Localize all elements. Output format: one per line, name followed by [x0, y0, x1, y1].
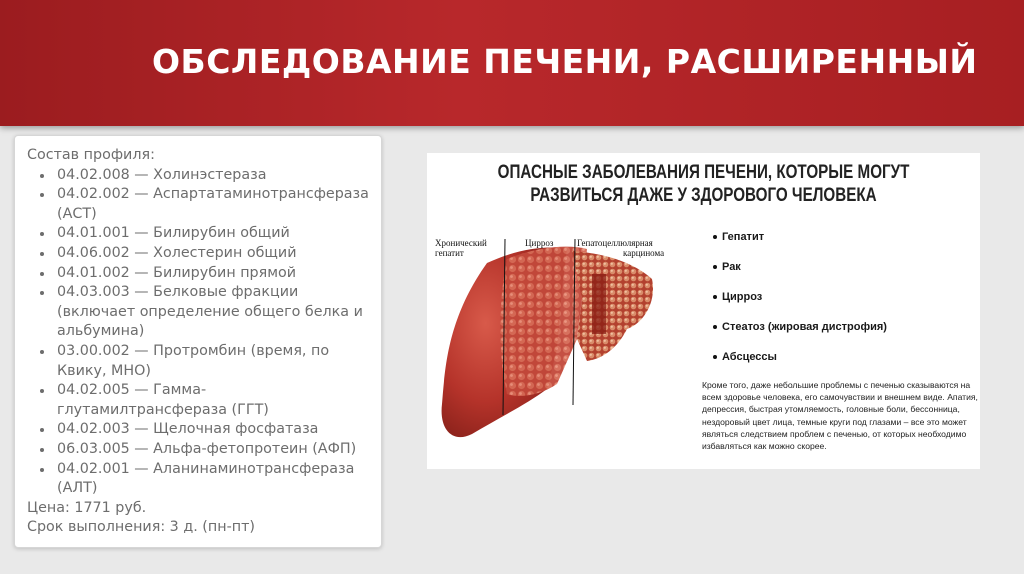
profile-item: 04.01.002 — Билирубин прямой: [57, 264, 373, 284]
disease-item: Рак: [713, 261, 741, 273]
title-banner: [0, 0, 1024, 126]
profile-item: 04.02.001 — Аланинаминотрансфераза (АЛТ): [57, 460, 373, 499]
profile-item: 04.01.001 — Билирубин общий: [57, 224, 373, 244]
bullet-icon: [713, 295, 717, 299]
liver-carcinoma-section: [572, 251, 653, 361]
profile-item: 04.02.003 — Щелочная фосфатаза: [57, 420, 373, 440]
profile-heading: Состав профиля:: [27, 147, 155, 163]
profile-list: [27, 166, 373, 499]
label-cirrhosis: Цирроз: [525, 238, 554, 248]
figure-title-line1: ОПАСНЫЕ ЗАБОЛЕВАНИЯ ПЕЧЕНИ, КОТОРЫЕ МОГУТ: [497, 162, 910, 183]
bullet-icon: [713, 325, 717, 329]
profile-card: [14, 135, 382, 548]
profile-item: 03.00.002 — Протромбин (время, по Квику, МНО): [57, 342, 373, 381]
disease-item: Гепатит: [713, 231, 764, 243]
profile-item: 04.03.003 — Белковые фракции (включает определение общего белка и альбумина): [57, 283, 373, 342]
bullet-icon: [713, 265, 717, 269]
profile-item: 04.02.005 — Гамма-глутамилтрансфераза (ГГТ): [57, 381, 373, 420]
figure-note: Кроме того, даже небольшие проблемы с печенью сказываются на всем здоровье человека, его самочувствии и внешнем виде. Апатия, депрессия, быстрая утомляемость, головные боли, бессонница, нездоровый цвет лица, темные круги под глазами – все это может являться следствием проблем с печенью, от которых необходимо избавляться как можно скорее.: [702, 380, 978, 452]
bullet-icon: [713, 355, 717, 359]
disease-item: Стеатоз (жировая дистрофия): [713, 321, 887, 333]
liver-diseases-figure: [427, 153, 980, 469]
disease-item: Цирроз: [713, 291, 762, 303]
carcinoma-tumor: [592, 274, 606, 334]
profile-item: 06.03.005 — Альфа-фетопротеин (АФП): [57, 440, 373, 460]
profile-item: 04.02.008 — Холинэстераза: [57, 166, 373, 186]
figure-title: [482, 161, 924, 207]
profile-duration: Срок выполнения: 3 д. (пн-пт): [27, 519, 255, 536]
profile-item: 04.06.002 — Холестерин общий: [57, 244, 373, 264]
disease-item: Абсцессы: [713, 351, 777, 363]
bullet-icon: [713, 235, 717, 239]
profile-item: 04.02.002 — Аспартатаминотрансфераза (АСТ): [57, 185, 373, 224]
profile-price: Цена: 1771 руб.: [27, 499, 147, 516]
figure-title-line2: РАЗВИТЬСЯ ДАЖЕ У ЗДОРОВОГО ЧЕЛОВЕКА: [530, 185, 877, 206]
profile-content: [27, 146, 373, 538]
label-hepatitis: Хронический гепатит: [435, 238, 487, 258]
label-carcinoma: Гепатоцеллюлярная карцинома: [577, 238, 665, 258]
slide-title: ОБСЛЕДОВАНИЕ ПЕЧЕНИ, РАСШИРЕННЫЙ: [152, 42, 978, 81]
